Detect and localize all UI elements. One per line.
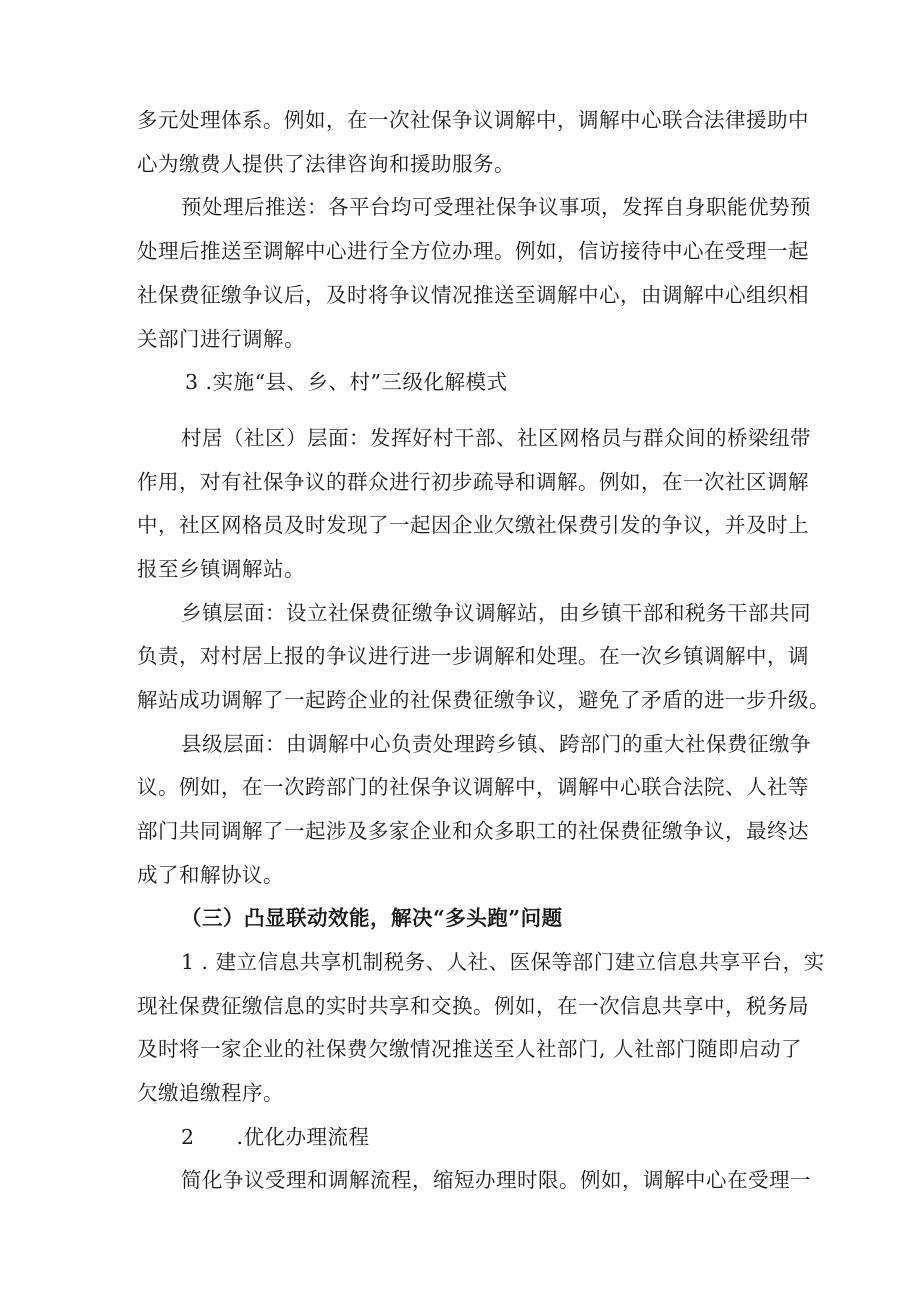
paragraph-line: 关部门进行调解。 <box>137 327 305 351</box>
paragraph-line: 现社保费征缴信息的实时共享和交换。例如，在一次信息共享中，税务局 <box>137 994 809 1018</box>
paragraph-line: 村居（社区）层面：发挥好村干部、社区网格员与群众间的桥梁纽带 <box>181 426 811 450</box>
paragraph-line: 负责，对村居上报的争议进行进一步调解和处理。在一次乡镇调解中，调 <box>137 644 809 668</box>
section-heading: 2 .优化办理流程 <box>181 1125 370 1149</box>
paragraph-line: 心为缴费人提供了法律咨询和援助服务。 <box>137 152 515 176</box>
paragraph-line: 乡镇层面：设立社保费征缴争议调解站，由乡镇干部和税务干部共同 <box>181 601 811 625</box>
section-heading: （三）凸显联动效能，解决“多头跑”问题 <box>181 906 563 930</box>
paragraph-line: 欠缴追缴程序。 <box>137 1081 284 1105</box>
paragraph-line: 及时将一家企业的社保费欠缴情况推送至人社部门, 人社部门随即启动了 <box>137 1037 803 1061</box>
paragraph-line: 部门共同调解了一起涉及多家企业和众多职工的社保费征缴争议，最终达 <box>137 819 809 843</box>
paragraph-line: 简化争议受理和调解流程，缩短办理时限。例如，调解中心在受理一 <box>181 1168 811 1192</box>
paragraph-line: 议。例如，在一次跨部门的社保争议调解中，调解中心联合法院、人社等 <box>137 775 809 799</box>
paragraph-line: 成了和解协议。 <box>137 863 284 887</box>
paragraph-line: 预处理后推送：各平台均可受理社保争议事项，发挥自身职能优势预 <box>181 195 811 219</box>
paragraph-line: 1 . 建立信息共享机制税务、人社、医保等部门建立信息共享平台，实 <box>181 950 825 974</box>
paragraph-line: 处理后推送至调解中心进行全方位办理。例如，信访接待中心在受理一起 <box>137 239 809 263</box>
paragraph-line: 县级层面：由调解中心负责处理跨乡镇、跨部门的重大社保费征缴争 <box>181 732 811 756</box>
paragraph-line: 中，社区网格员及时发现了一起因企业欠缴社保费引发的争议，并及时上 <box>137 513 809 537</box>
paragraph-line: 解站成功调解了一起跨企业的社保费征缴争议，避免了矛盾的进一步升级。 <box>137 688 830 712</box>
paragraph-line: 多元处理体系。例如，在一次社保争议调解中，调解中心联合法律援助中 <box>137 108 809 132</box>
paragraph-line: 作用，对有社保争议的群众进行初步疏导和调解。例如，在一次社区调解 <box>137 470 809 494</box>
paragraph-line: 报至乡镇调解站。 <box>137 557 305 581</box>
paragraph-line: 社保费征缴争议后，及时将争议情况推送至调解中心，由调解中心组织相 <box>137 283 809 307</box>
section-heading: 3 .实施“县、乡、村”三级化解模式 <box>185 370 508 394</box>
